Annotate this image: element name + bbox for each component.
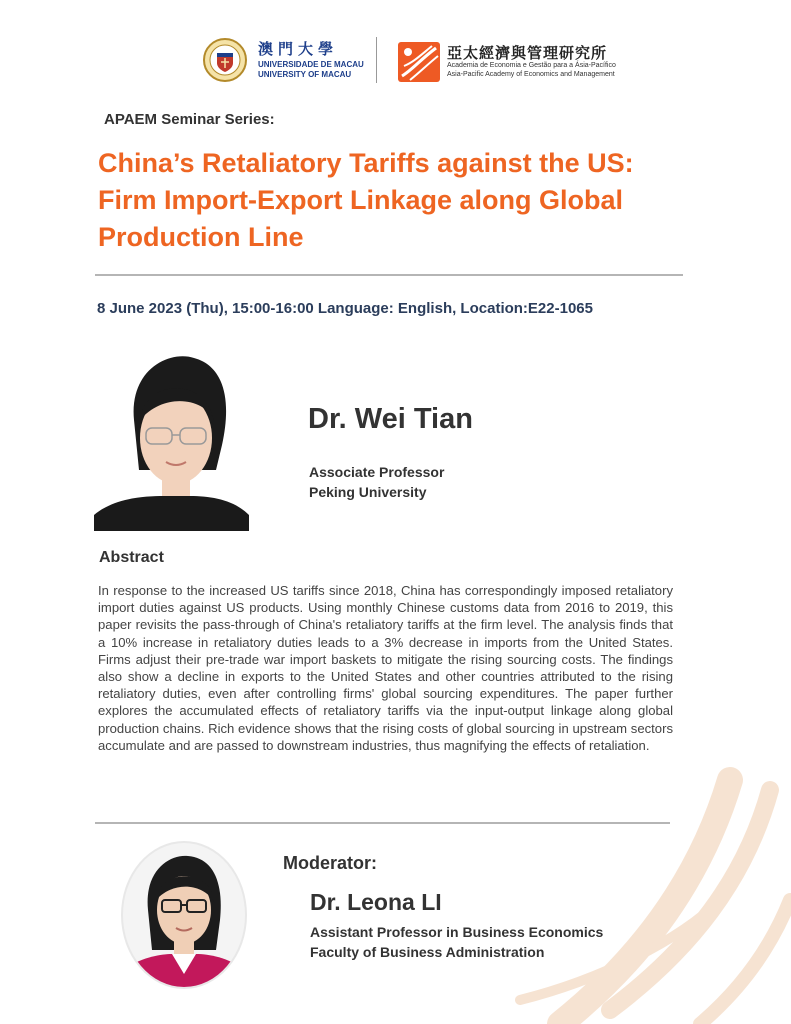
divider-rule xyxy=(95,822,670,824)
moderator-name: Dr. Leona LI xyxy=(310,889,442,915)
university-name-chinese: 澳門大學 xyxy=(258,40,339,58)
academy-name-chinese: 亞太經濟與管理研究所 xyxy=(447,44,608,62)
moderator-title: Assistant Professor in Business Economics xyxy=(310,924,604,940)
seminar-title: China’s Retaliatory Tariffs against the US: Firm Import-Export Linkage along Global Production Line xyxy=(98,148,634,252)
seminar-series-label: APAEM Seminar Series: xyxy=(104,111,275,128)
speaker-photo xyxy=(94,350,249,531)
speaker-title: Associate Professor xyxy=(309,464,445,480)
moderator-photo xyxy=(120,840,248,990)
moderator-position xyxy=(310,922,603,962)
header-divider xyxy=(376,37,377,83)
speaker-name: Dr. Wei Tian xyxy=(308,403,473,435)
speaker-position xyxy=(309,462,444,502)
academy-name-portuguese: Academia de Economia e Gestão para a Ásia-Pacífico xyxy=(447,62,616,69)
academy-name-english: Asia-Pacific Academy of Economics and Management xyxy=(447,71,615,78)
moderator-heading: Moderator: xyxy=(283,853,377,873)
event-date-location: 8 June 2023 (Thu), 15:00-16:00 Language: English, Location:E22-1065 xyxy=(97,300,593,317)
divider-rule xyxy=(95,274,683,276)
university-seal-logo xyxy=(203,37,247,83)
university-name-english: UNIVERSITY OF MACAU xyxy=(258,70,352,79)
speaker-affiliation: Peking University xyxy=(309,484,427,500)
university-name-portuguese: UNIVERSIDADE DE MACAU xyxy=(258,60,364,69)
abstract-body: In response to the increased US tariffs since 2018, China has correspondingly imposed retaliatory import duties against US products. Using monthly Chinese customs data from 2016 to 2019, this paper revisits the pass-through of China's retaliatory tariffs at the firm level. The analysis finds that a 10% increase in retaliatory duties leads to a 3% decrease in imports from the United States. Firms adjust their pre-trade war import baskets to mitigate the rising sourcing costs. The findings also show a decline in exports to the United States and other countries attributed to the rising retaliatory duties, even after controlling firms' global sourcing expenditures. The paper further explores the accumulated effects of retaliatory tariffs via the input-output linkage along global production chains. Rich evidence shows that the rising costs of global sourcing in upstream sectors accumulate and are passed to downstream industries, thus magnifying the effects of retaliation. xyxy=(98,583,673,753)
abstract-heading: Abstract xyxy=(99,549,164,566)
apaem-logo xyxy=(398,42,440,82)
moderator-affiliation: Faculty of Business Administration xyxy=(310,944,545,960)
